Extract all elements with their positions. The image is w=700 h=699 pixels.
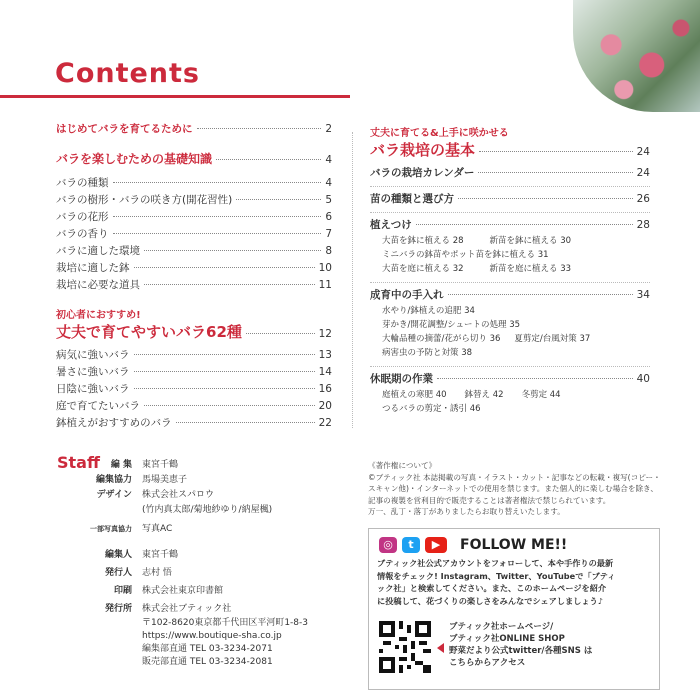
staff-role bbox=[40, 503, 142, 518]
dot-leader bbox=[236, 199, 321, 200]
follow-box bbox=[368, 528, 660, 690]
follow-text bbox=[369, 557, 659, 607]
copyright-line: 記事の複製を営利目的で販売することは著者権法で禁じられています。 bbox=[368, 495, 611, 505]
toc-item-page: 10 bbox=[318, 262, 332, 274]
separator bbox=[370, 186, 650, 187]
dot-leader bbox=[448, 294, 633, 295]
staff-block-1 bbox=[40, 458, 272, 537]
follow-link[interactable]: ブティック社ホームページ/ bbox=[449, 622, 554, 632]
toc-item-page: 13 bbox=[318, 349, 332, 361]
toc-item-label: 栽培に必要な道具 bbox=[56, 279, 140, 291]
follow-links bbox=[449, 621, 592, 669]
instagram-icon[interactable]: ◎ bbox=[379, 537, 397, 553]
toc-sub-item[interactable]: 水やり/鉢植えの追肥 34 bbox=[382, 306, 475, 316]
staff-value: 東宮千鶴 bbox=[142, 460, 179, 470]
dot-leader bbox=[458, 198, 633, 199]
dot-leader bbox=[216, 159, 321, 160]
staff-value: 株式会社東京印書館 bbox=[142, 586, 224, 596]
toc-sub-row bbox=[382, 402, 650, 416]
staff-role: 発行所 bbox=[104, 604, 132, 614]
toc-item-page: 4 bbox=[325, 177, 332, 189]
staff-value: 志村 悟 bbox=[142, 568, 172, 578]
toc-sub-row bbox=[382, 248, 650, 262]
dot-leader bbox=[144, 250, 321, 251]
dot-leader bbox=[113, 233, 322, 234]
toc-planting-list bbox=[370, 234, 650, 276]
toc-item-page: 11 bbox=[318, 279, 332, 291]
toc-easy-page: 12 bbox=[318, 328, 332, 340]
toc-intro[interactable] bbox=[56, 121, 332, 138]
toc-basics-page: 4 bbox=[325, 154, 332, 166]
toc-item[interactable] bbox=[56, 226, 332, 243]
toc-item-label: バラに適した環境 bbox=[56, 245, 140, 257]
title-underline bbox=[0, 95, 350, 98]
right-toc-column bbox=[370, 124, 650, 416]
toc-sub-item[interactable]: 芽かき/開花調整/シュートの処理 35 bbox=[382, 320, 521, 330]
toc-item[interactable] bbox=[56, 347, 332, 364]
dot-leader bbox=[437, 378, 633, 379]
staff-row bbox=[40, 584, 308, 599]
staff-row bbox=[40, 602, 308, 617]
dot-leader bbox=[134, 354, 315, 355]
toc-item-page: 26 bbox=[636, 193, 650, 205]
toc-basics2-chapter[interactable] bbox=[370, 139, 650, 161]
twitter-icon[interactable]: t bbox=[402, 537, 420, 553]
follow-me-label: FOLLOW ME!! bbox=[460, 537, 568, 553]
toc-item-page: 14 bbox=[318, 366, 332, 378]
toc-sub-item[interactable]: 大苗を鉢に植える 28 bbox=[382, 236, 464, 246]
arrow-left-icon bbox=[437, 643, 444, 653]
follow-header bbox=[369, 529, 659, 557]
toc-easy-label: 丈夫で育てやすいバラ62種 bbox=[56, 323, 242, 341]
staff-row bbox=[40, 522, 272, 537]
page-title: Contents bbox=[55, 58, 201, 89]
staff-phone: 編集部直通 TEL 03-3234-2071 bbox=[142, 644, 273, 654]
toc-item[interactable] bbox=[56, 192, 332, 209]
toc-item[interactable] bbox=[56, 381, 332, 398]
staff-row bbox=[40, 473, 272, 488]
staff-heading: Staff bbox=[57, 453, 100, 472]
toc-sub-item[interactable]: 庭植えの寒肥 40 bbox=[382, 390, 447, 400]
toc-item-label: バラの香り bbox=[56, 228, 109, 240]
youtube-icon[interactable]: ▶ bbox=[425, 537, 447, 553]
toc-sub-item[interactable]: 病害虫の予防と対策 38 bbox=[382, 348, 473, 358]
staff-value: 株式会社ブティック社 bbox=[142, 604, 232, 614]
separator bbox=[370, 212, 650, 213]
toc-item-page: 7 bbox=[325, 228, 332, 240]
toc-item-label: 植えつけ bbox=[370, 219, 412, 231]
rose-garden-photo bbox=[573, 0, 700, 112]
follow-text-line: ック社」と検索してください。また、このホームページを紹介 bbox=[377, 583, 607, 593]
staff-value: 株式会社スパロウ bbox=[142, 490, 215, 500]
staff-role: デザイン bbox=[96, 490, 132, 500]
toc-item[interactable] bbox=[56, 364, 332, 381]
toc-item-label: 暑さに強いバラ bbox=[56, 366, 130, 378]
toc-sub-item[interactable]: 冬剪定 44 bbox=[521, 390, 561, 400]
toc-item-page: 22 bbox=[318, 417, 332, 429]
dot-leader bbox=[134, 388, 315, 389]
dot-leader bbox=[197, 128, 322, 129]
copyright-heading: 《著作権について》 bbox=[368, 461, 437, 470]
copyright-line: ©ブティック社 本誌掲載の写真・イラスト・カット・記事などの転載・複写(コピー・ bbox=[368, 472, 661, 482]
toc-sub-item[interactable]: ミニバラの鉢苗やポット苗を鉢に植える 31 bbox=[382, 250, 549, 260]
staff-phone: 販売部直通 TEL 03-3234-2081 bbox=[142, 657, 273, 667]
follow-text-line: 情報をチェック! Instagram、Twitter、YouTubeで「ブティ bbox=[377, 570, 616, 581]
toc-dormant-list bbox=[370, 388, 650, 416]
toc-item-label: バラの栽培カレンダー bbox=[370, 167, 475, 179]
staff-row bbox=[40, 617, 308, 630]
toc-sub-item[interactable]: 鉢替え 42 bbox=[464, 390, 504, 400]
copyright-line: 万一、乱丁・落丁がありましたらお取り替えいたします。 bbox=[368, 507, 565, 516]
staff-row bbox=[40, 566, 308, 581]
follow-text-line: に投稿して、花づくりの楽しさをみんなでシェアしましょう♪ bbox=[377, 595, 603, 606]
follow-text-line: ブティック社公式アカウントをフォローして、本や手作りの最新 bbox=[377, 558, 614, 568]
toc-item-label: 鉢植えがおすすめのバラ bbox=[56, 417, 172, 429]
toc-basics-chapter[interactable] bbox=[56, 150, 332, 171]
toc-intro-label: はじめてバラを育てるために bbox=[56, 123, 193, 135]
toc-sub-item[interactable]: 新苗を鉢に植える 30 bbox=[489, 236, 572, 246]
toc-sub-item[interactable]: つるバラの剪定・誘引 46 bbox=[382, 404, 481, 414]
toc-item-page: 20 bbox=[318, 400, 332, 412]
dot-leader bbox=[113, 182, 322, 183]
toc-item[interactable] bbox=[56, 415, 332, 432]
staff-role bbox=[40, 656, 142, 669]
staff-value: 馬場美恵子 bbox=[142, 475, 188, 485]
toc-item[interactable] bbox=[56, 175, 332, 192]
staff-row bbox=[40, 630, 308, 643]
staff-row bbox=[40, 503, 272, 518]
staff-value: 東宮千鶴 bbox=[142, 550, 179, 560]
staff-role: 印刷 bbox=[113, 586, 132, 596]
toc-item-label: 栽培に適した鉢 bbox=[56, 262, 130, 274]
toc-planting[interactable] bbox=[370, 217, 650, 234]
qr-code-icon[interactable] bbox=[379, 621, 431, 673]
publisher-website-link[interactable]: https://www.boutique-sha.co.jp bbox=[142, 631, 282, 641]
staff-row bbox=[40, 643, 308, 656]
toc-item-page: 16 bbox=[318, 383, 332, 395]
staff-role: 編 集 bbox=[110, 460, 132, 470]
toc-item-label: 日陰に強いバラ bbox=[56, 383, 130, 395]
toc-sub-row bbox=[382, 388, 650, 402]
toc-item-label: 庭で育てたいバラ bbox=[56, 400, 140, 412]
toc-sub-row bbox=[382, 346, 650, 360]
dot-leader bbox=[134, 267, 315, 268]
staff-row bbox=[40, 656, 308, 669]
follow-link: こちらからアクセス bbox=[449, 658, 526, 668]
toc-item[interactable] bbox=[56, 243, 332, 260]
dot-leader bbox=[246, 333, 315, 334]
toc-basics-list bbox=[56, 175, 332, 294]
dot-leader bbox=[144, 284, 315, 285]
toc-calendar[interactable] bbox=[370, 165, 650, 182]
dot-leader bbox=[479, 151, 633, 152]
toc-item[interactable] bbox=[56, 209, 332, 226]
follow-link[interactable]: ブティック社ONLINE SHOP bbox=[449, 634, 565, 644]
follow-link[interactable]: 野菜だより公式twitter/各種SNS は bbox=[449, 646, 593, 656]
copyright-line: スキャン他)・インターネットでの使用を禁じます。また個人的に楽しむ場合を除き、 bbox=[368, 484, 658, 493]
dot-leader bbox=[113, 216, 322, 217]
toc-item-page: 28 bbox=[636, 219, 650, 231]
toc-basics-label: バラを楽しむための基礎知識 bbox=[56, 152, 213, 166]
staff-role bbox=[40, 617, 142, 630]
toc-sub-row bbox=[382, 318, 650, 332]
toc-seedlings[interactable] bbox=[370, 191, 650, 208]
toc-item-label: 休眠期の作業 bbox=[370, 373, 433, 385]
staff-role: 一部写真協力 bbox=[90, 525, 132, 533]
toc-sub-row bbox=[382, 262, 650, 276]
copyright-notice bbox=[368, 460, 661, 518]
toc-item-page: 5 bbox=[325, 194, 332, 206]
separator bbox=[370, 366, 650, 367]
staff-role: 編集協力 bbox=[95, 475, 132, 485]
toc-item-page: 34 bbox=[636, 289, 650, 301]
toc-item[interactable] bbox=[56, 260, 332, 277]
staff-role bbox=[40, 630, 142, 643]
toc-sub-row bbox=[382, 234, 650, 248]
dot-leader bbox=[478, 172, 632, 173]
staff-row bbox=[40, 548, 308, 563]
toc-item-page: 8 bbox=[325, 245, 332, 257]
dot-leader bbox=[176, 422, 315, 423]
toc-basics2-page: 24 bbox=[636, 146, 650, 158]
toc-item-page: 40 bbox=[636, 373, 650, 385]
toc-easy-chapter[interactable] bbox=[56, 321, 332, 343]
toc-item[interactable] bbox=[56, 277, 332, 294]
toc-easy-subtitle: 初心者におすすめ! bbox=[56, 310, 141, 321]
toc-sub-item[interactable]: 新苗を庭に植える 33 bbox=[489, 264, 572, 274]
toc-basics2-label: バラ栽培の基本 bbox=[370, 141, 476, 159]
dot-leader bbox=[134, 371, 315, 372]
toc-item-label: バラの樹形・バラの咲き方(開花習性) bbox=[56, 194, 233, 206]
toc-item-page: 6 bbox=[325, 211, 332, 223]
toc-item[interactable] bbox=[56, 398, 332, 415]
staff-value: 写真AC bbox=[142, 524, 173, 534]
staff-row bbox=[40, 488, 272, 503]
toc-item-label: バラの花形 bbox=[56, 211, 109, 223]
staff-address: 〒102-8620東京都千代田区平河町1-8-3 bbox=[142, 618, 309, 628]
toc-sub-item[interactable]: 夏剪定/台風対策 37 bbox=[514, 334, 591, 344]
staff-block-2 bbox=[40, 548, 308, 669]
toc-item-page: 24 bbox=[636, 167, 650, 179]
toc-intro-page: 2 bbox=[325, 123, 332, 135]
staff-role: 編集人 bbox=[104, 550, 132, 560]
toc-growing-list bbox=[370, 304, 650, 360]
dot-leader bbox=[416, 224, 633, 225]
toc-basics2-subtitle: 丈夫に育てる&上手に咲かせる bbox=[370, 128, 509, 139]
toc-sub-item[interactable]: 大輪品種の摘蕾/花がら切り 36 bbox=[382, 334, 501, 344]
separator bbox=[370, 282, 650, 283]
column-divider bbox=[352, 132, 353, 428]
left-toc-column bbox=[56, 121, 332, 432]
staff-role bbox=[40, 643, 142, 656]
toc-easy-list bbox=[56, 347, 332, 432]
toc-item-label: バラの種類 bbox=[56, 177, 109, 189]
toc-sub-row bbox=[382, 332, 650, 346]
toc-sub-row bbox=[382, 304, 650, 318]
dot-leader bbox=[144, 405, 315, 406]
toc-item-label: 苗の種類と選び方 bbox=[370, 193, 454, 205]
staff-row bbox=[40, 458, 272, 473]
staff-role: 発行人 bbox=[104, 568, 132, 578]
staff-value: (竹内真太郎/菊地紗ゆり/納屋楓) bbox=[142, 505, 273, 515]
toc-dormant[interactable] bbox=[370, 371, 650, 388]
toc-item-label: 病気に強いバラ bbox=[56, 349, 130, 361]
toc-growing[interactable] bbox=[370, 287, 650, 304]
toc-sub-item[interactable]: 大苗を庭に植える 32 bbox=[382, 264, 464, 274]
toc-item-label: 成育中の手入れ bbox=[370, 289, 444, 301]
